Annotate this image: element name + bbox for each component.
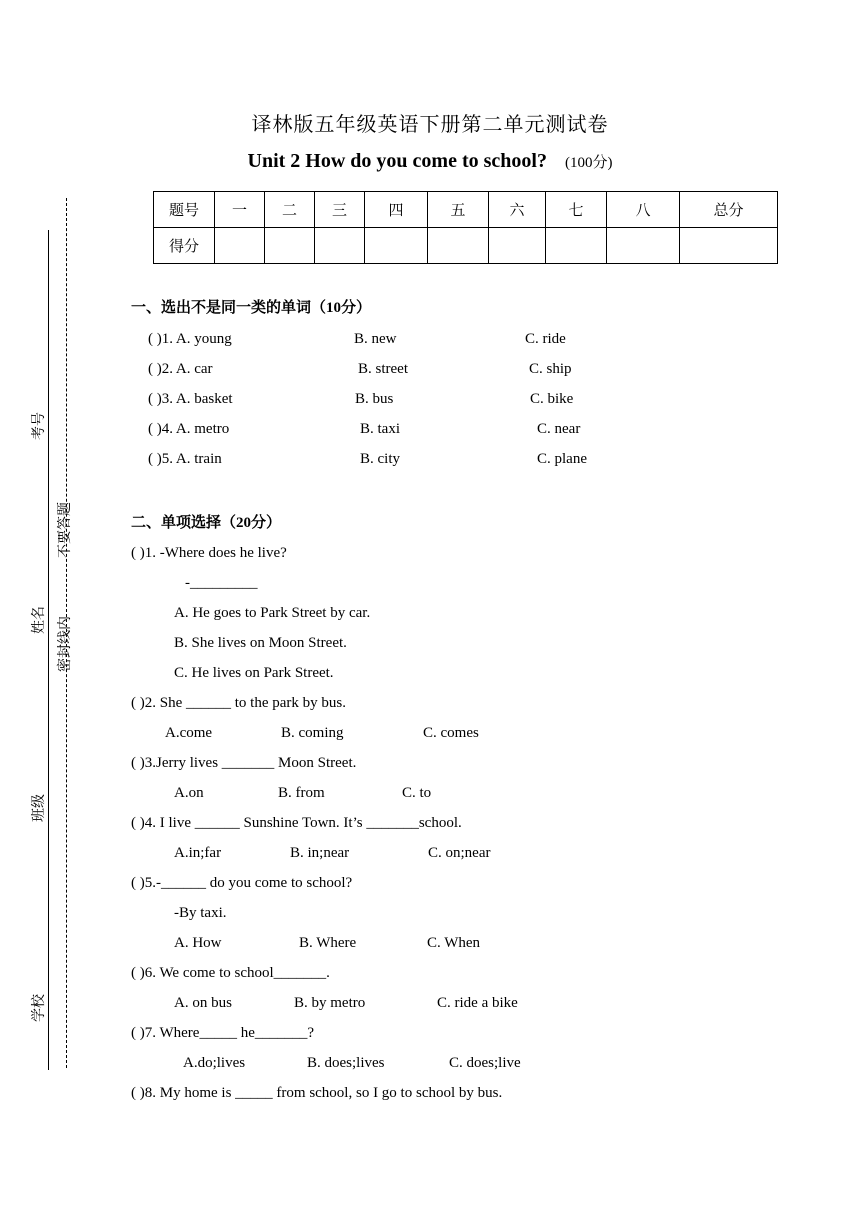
score-header-cell: 三	[315, 192, 365, 228]
score-row-label: 得分	[154, 228, 215, 264]
score-table	[153, 191, 778, 264]
score-header-cell: 七	[546, 192, 607, 228]
score-header-cell: 总分	[680, 192, 778, 228]
s2-q1-answer-line: -_________	[185, 575, 258, 591]
binding-line-solid	[48, 230, 49, 1070]
s1-q5-option-b: B. city	[360, 451, 400, 467]
total-score: (100分)	[564, 155, 613, 171]
score-cell[interactable]	[215, 228, 265, 264]
score-header-cell: 六	[489, 192, 546, 228]
s1-q5-stem: ( )5. A. train	[148, 451, 222, 467]
score-header-cell: 八	[607, 192, 680, 228]
s2-q4-option-c: C. on;near	[428, 845, 491, 861]
s2-q2-option-a: A.come	[165, 725, 213, 741]
s2-q5-option-a: A. How	[174, 935, 222, 951]
s2-q5-option-c: C. When	[427, 935, 481, 951]
s2-q2-stem: ( )2. She ______ to the park by bus.	[131, 695, 346, 711]
s2-q4-option-b: B. in;near	[290, 845, 350, 861]
s2-q7-stem: ( )7. Where_____ he_______?	[131, 1025, 315, 1041]
s1-q1-option-c: C. ride	[525, 331, 566, 347]
page-subtitle	[0, 150, 860, 173]
score-header-cell: 题号	[154, 192, 215, 228]
score-cell[interactable]	[607, 228, 680, 264]
s1-q2-option-b: B. street	[358, 361, 408, 377]
s2-q5-option-b: B. Where	[299, 935, 357, 951]
score-header-cell: 二	[265, 192, 315, 228]
s1-q1-stem: ( )1. A. young	[148, 331, 232, 347]
no-answer-note: 不要答题	[58, 502, 73, 558]
page-title: 译林版五年级英语下册第二单元测试卷	[251, 114, 609, 136]
s1-q3-option-b: B. bus	[355, 391, 394, 407]
s2-q3-option-c: C. to	[402, 785, 432, 801]
score-cell[interactable]	[365, 228, 428, 264]
section2-heading: 二、单项选择（20分）	[131, 515, 282, 531]
s2-q2-option-b: B. coming	[281, 725, 344, 741]
exam-number-label: 考号	[32, 412, 47, 440]
s2-q1-option-b: B. She lives on Moon Street.	[174, 635, 347, 651]
s2-q7-option-a: A.do;lives	[183, 1055, 246, 1071]
score-cell[interactable]	[315, 228, 365, 264]
unit-title: Unit 2 How do you come to school?	[247, 150, 547, 172]
score-cell[interactable]	[680, 228, 778, 264]
score-table-header-row	[154, 192, 778, 228]
s1-q2-option-c: C. ship	[529, 361, 572, 377]
s2-q3-stem: ( )3.Jerry lives _______ Moon Street.	[131, 755, 357, 771]
s1-q3-option-c: C. bike	[530, 391, 574, 407]
s2-q4-option-a: A.in;far	[174, 845, 222, 861]
s2-q8-stem: ( )8. My home is _____ from school, so I go to school by bus.	[131, 1085, 503, 1101]
s2-q6-option-a: A. on bus	[174, 995, 232, 1011]
score-cell[interactable]	[428, 228, 489, 264]
s1-q1-option-b: B. new	[354, 331, 397, 347]
s2-q6-option-b: B. by metro	[294, 995, 366, 1011]
school-label: 学校	[32, 994, 47, 1022]
s2-q3-option-a: A.on	[174, 785, 204, 801]
s2-q1-stem: ( )1. -Where does he live?	[131, 545, 287, 561]
score-table-score-row	[154, 228, 778, 264]
score-cell[interactable]	[265, 228, 315, 264]
s1-q3-stem: ( )3. A. basket	[148, 391, 233, 407]
name-label: 姓名	[32, 606, 47, 634]
score-cell[interactable]	[489, 228, 546, 264]
s2-q1-option-c: C. He lives on Park Street.	[174, 665, 334, 681]
s1-q4-option-b: B. taxi	[360, 421, 400, 437]
score-header-cell: 五	[428, 192, 489, 228]
s2-q1-option-a: A. He goes to Park Street by car.	[174, 605, 371, 621]
s2-q5-answer: -By taxi.	[174, 905, 227, 921]
seal-note: 密封线内	[58, 616, 73, 672]
s1-q2-stem: ( )2. A. car	[148, 361, 213, 377]
section1-heading: 一、选出不是同一类的单词（10分）	[131, 300, 372, 316]
s2-q6-option-c: C. ride a bike	[437, 995, 518, 1011]
s1-q4-stem: ( )4. A. metro	[148, 421, 230, 437]
s1-q4-option-c: C. near	[537, 421, 581, 437]
score-cell[interactable]	[546, 228, 607, 264]
s2-q6-stem: ( )6. We come to school_______.	[131, 965, 330, 981]
s2-q3-option-b: B. from	[278, 785, 325, 801]
s2-q2-option-c: C. comes	[423, 725, 479, 741]
score-header-cell: 四	[365, 192, 428, 228]
score-header-cell: 一	[215, 192, 265, 228]
s1-q5-option-c: C. plane	[537, 451, 587, 467]
s2-q5-stem: ( )5.-______ do you come to school?	[131, 875, 353, 891]
s2-q7-option-b: B. does;lives	[307, 1055, 385, 1071]
s2-q4-stem: ( )4. I live ______ Sunshine Town. It’s _______school.	[131, 815, 462, 831]
class-label: 班级	[32, 794, 47, 822]
s2-q7-option-c: C. does;live	[449, 1055, 521, 1071]
